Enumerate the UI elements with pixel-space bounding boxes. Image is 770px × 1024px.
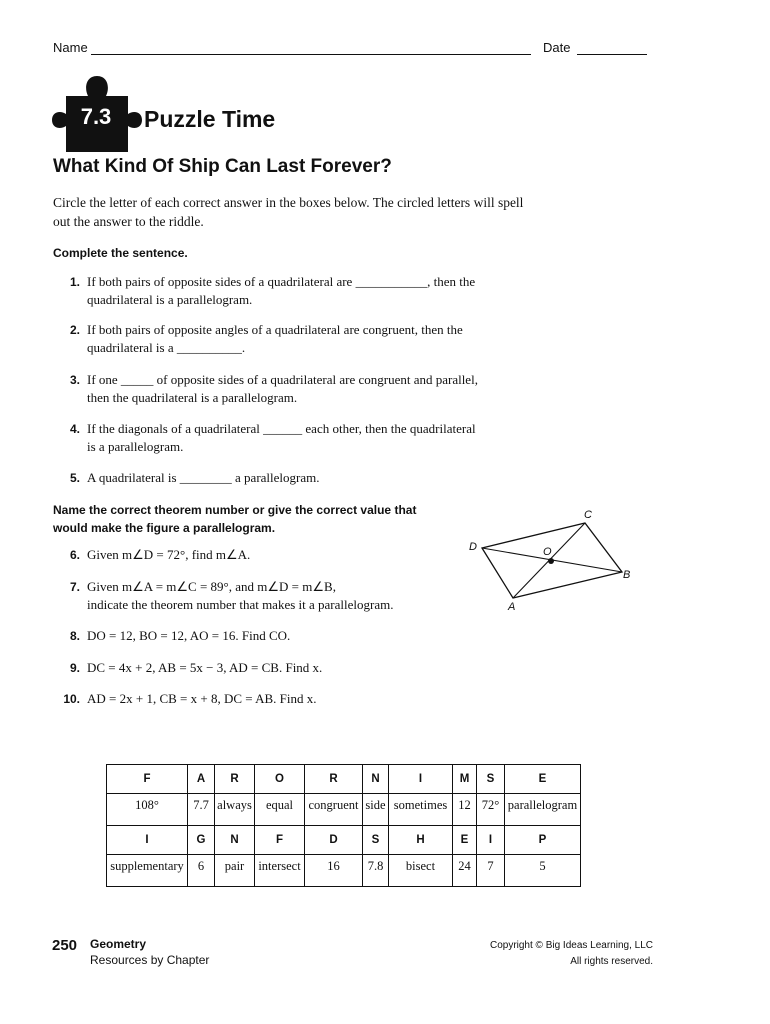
- answer-value: congruent: [305, 794, 363, 826]
- answer-value: 72°: [477, 794, 505, 826]
- answer-value: intersect: [255, 855, 305, 887]
- question-number: 5.: [69, 471, 80, 485]
- question-text: If both pairs of opposite angles of a quadrilateral are congruent, then the: [87, 322, 463, 337]
- question-text: A quadrilateral is ________ a parallelogram.: [87, 470, 320, 485]
- answer-letter[interactable]: I: [477, 826, 505, 855]
- copyright-text: Copyright © Big Ideas Learning, LLC: [489, 940, 653, 951]
- answer-value: side: [363, 794, 389, 826]
- answer-letter[interactable]: N: [215, 826, 255, 855]
- label-d: D: [469, 541, 477, 553]
- section-heading: [53, 501, 416, 537]
- label-o: O: [543, 546, 552, 558]
- answer-value: equal: [255, 794, 305, 826]
- answer-letter[interactable]: I: [389, 765, 453, 794]
- question-text: quadrilateral is a parallelogram.: [87, 292, 253, 307]
- footer-copyright: [490, 938, 653, 970]
- question-number: 7.: [69, 580, 80, 594]
- question-text: Given m∠A = m∠C = 89°, and m∠D = m∠B,: [87, 579, 336, 594]
- book-subtitle: Resources by Chapter: [90, 953, 210, 967]
- question-text: indicate the theorem number that makes it a parallelogram.: [87, 597, 394, 612]
- answer-letter[interactable]: R: [215, 765, 255, 794]
- label-b: B: [623, 569, 631, 581]
- question-number: 6.: [69, 548, 80, 562]
- answer-letter[interactable]: O: [255, 765, 305, 794]
- answer-letter[interactable]: P: [505, 826, 581, 855]
- answer-letter[interactable]: M: [453, 765, 477, 794]
- question-text: If one _____ of opposite sides of a quadrilateral are congruent and parallel,: [87, 372, 478, 387]
- section-heading-line: Name the correct theorem number or give the correct value that: [53, 503, 417, 517]
- answer-letter[interactable]: H: [389, 826, 453, 855]
- answer-value: 16: [305, 855, 363, 887]
- riddle-title: What Kind Of Ship Can Last Forever?: [53, 156, 392, 177]
- midpoint-o: [548, 558, 554, 564]
- answer-value: 7: [477, 855, 505, 887]
- instructions: [53, 193, 553, 231]
- answer-row-letters: [107, 765, 581, 794]
- answer-letter[interactable]: F: [107, 765, 188, 794]
- lesson-number: 7.3: [80, 104, 112, 129]
- name-date-header: [53, 40, 653, 60]
- answer-value: always: [215, 794, 255, 826]
- lesson-title: Puzzle Time: [144, 106, 276, 132]
- question-number: 2.: [69, 323, 80, 337]
- label-c: C: [584, 509, 592, 521]
- answer-letter[interactable]: N: [363, 765, 389, 794]
- question-text: If the diagonals of a quadrilateral ______ each other, then the quadrilateral: [87, 421, 476, 436]
- label-a: A: [508, 601, 516, 613]
- question-text: AD = 2x + 1, CB = x + 8, DC = AB. Find x.: [87, 691, 317, 706]
- book-title: Geometry: [90, 937, 147, 951]
- question-text: DC = 4x + 2, AB = 5x − 3, AD = CB. Find x.: [87, 660, 323, 675]
- rights-text: All rights reserved.: [570, 956, 653, 967]
- answer-letter[interactable]: F: [255, 826, 305, 855]
- answer-letter[interactable]: S: [363, 826, 389, 855]
- answer-value: parallelogram: [505, 794, 581, 826]
- answer-value: 108°: [107, 794, 188, 826]
- question-text: is a parallelogram.: [87, 439, 184, 454]
- answer-value: pair: [215, 855, 255, 887]
- answer-value: 12: [453, 794, 477, 826]
- answer-value: 7.8: [363, 855, 389, 887]
- question-number: 10.: [63, 692, 80, 706]
- answer-value: 5: [505, 855, 581, 887]
- answer-letter[interactable]: E: [505, 765, 581, 794]
- name-label: Name: [53, 40, 88, 55]
- answer-letter[interactable]: S: [477, 765, 505, 794]
- answer-row-values: [107, 794, 581, 826]
- answer-letter[interactable]: E: [453, 826, 477, 855]
- answer-value: 24: [453, 855, 477, 887]
- answer-letter[interactable]: G: [188, 826, 215, 855]
- parallelogram-figure: [460, 505, 640, 620]
- question-number: 1.: [69, 275, 80, 289]
- date-blank[interactable]: [577, 54, 647, 55]
- section-heading-line: would make the figure a parallelogram.: [53, 521, 276, 535]
- answer-table: [106, 764, 581, 887]
- question-text: then the quadrilateral is a parallelogram.: [87, 390, 298, 405]
- puzzle-piece-badge: [52, 74, 142, 154]
- answer-letter[interactable]: I: [107, 826, 188, 855]
- instructions-line: out the answer to the riddle.: [53, 214, 204, 229]
- question-number: 8.: [69, 629, 80, 643]
- answer-row-letters: [107, 826, 581, 855]
- question-number: 3.: [69, 373, 80, 387]
- instructions-line: Circle the letter of each correct answer in the boxes below. The circled letters will spell: [53, 195, 524, 210]
- answer-letter[interactable]: R: [305, 765, 363, 794]
- answer-value: bisect: [389, 855, 453, 887]
- page-number: 250: [52, 937, 78, 954]
- answer-letter[interactable]: A: [188, 765, 215, 794]
- question-text: If both pairs of opposite sides of a quadrilateral are ___________, then the: [87, 274, 476, 289]
- question-number: 4.: [69, 422, 80, 436]
- answer-value: supplementary: [107, 855, 188, 887]
- question-number: 9.: [69, 661, 80, 675]
- section-heading: Complete the sentence.: [53, 246, 188, 260]
- date-label: Date: [543, 40, 571, 55]
- name-blank[interactable]: [91, 54, 531, 55]
- answer-value: 6: [188, 855, 215, 887]
- answer-value: 7.7: [188, 794, 215, 826]
- question-text: quadrilateral is a __________.: [87, 340, 246, 355]
- answer-value: sometimes: [389, 794, 453, 826]
- answer-row-values: [107, 855, 581, 887]
- question-text: Given m∠D = 72°, find m∠A.: [87, 547, 251, 562]
- answer-letter[interactable]: D: [305, 826, 363, 855]
- question-text: DO = 12, BO = 12, AO = 16. Find CO.: [87, 628, 291, 643]
